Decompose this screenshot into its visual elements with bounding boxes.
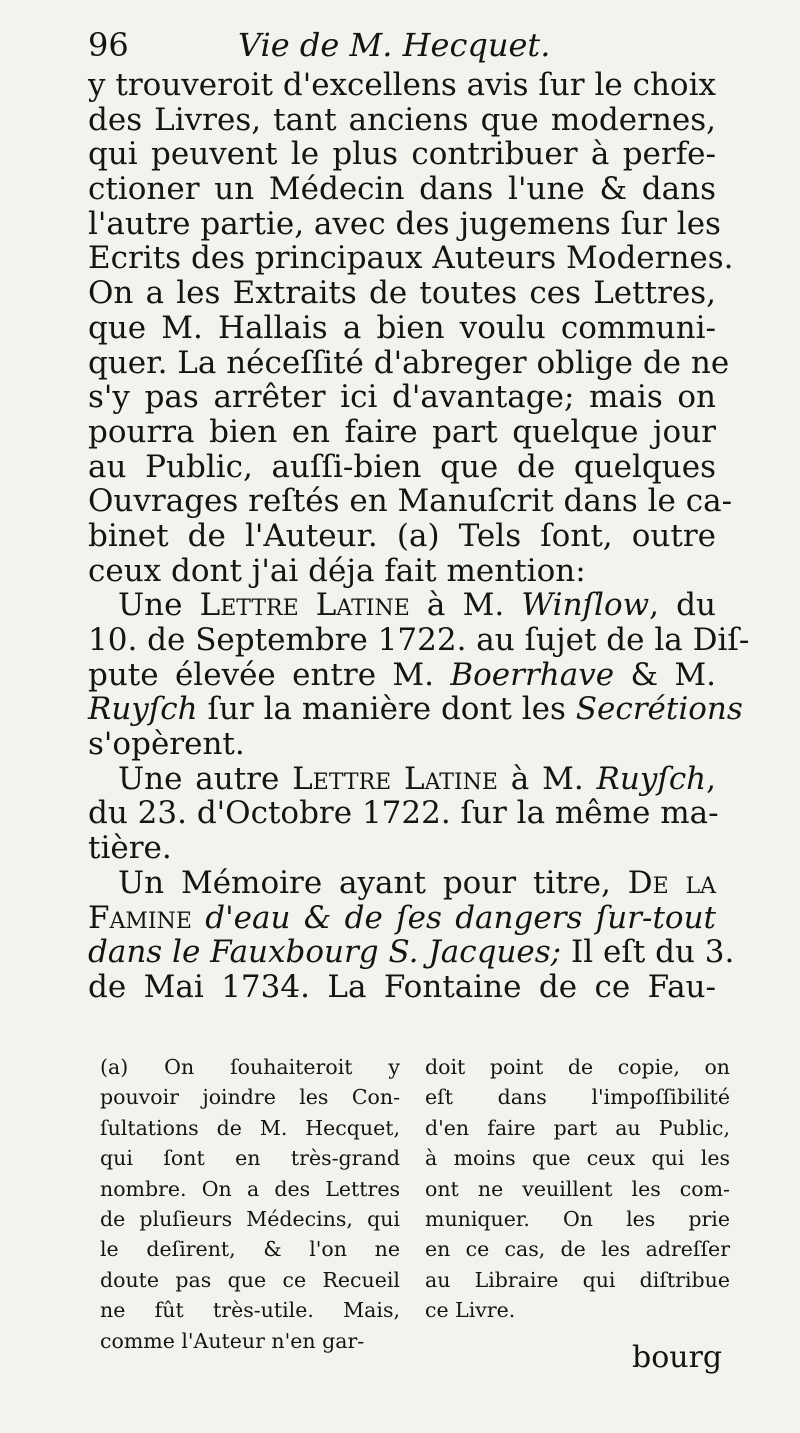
text-line: On a les Extraits de toutes ces Lettres,	[88, 275, 716, 312]
text-line: l'autre partie, avec des jugemens ſur les	[88, 205, 721, 242]
footnote-line: ne fût très-utile. Mais,	[100, 1298, 400, 1323]
footnote-line: ſultations de M. Hecquet,	[100, 1115, 400, 1140]
text-line: tière.	[88, 830, 172, 867]
footnote-line: doit point de copie, on	[425, 1055, 730, 1079]
text-line: du 23. d'Octobre 1722. ſur la même ma-	[88, 795, 719, 832]
text-line: s'opèrent.	[88, 726, 245, 763]
footnote-line: à moins que ceux qui les	[425, 1146, 730, 1171]
footnote-line: comme l'Auteur n'en gar-	[100, 1328, 365, 1353]
text-line: ceux dont j'ai déja fait mention:	[88, 552, 586, 589]
footnote-line: d'en faire part au Public,	[425, 1115, 730, 1140]
footnote-column-left	[100, 1052, 400, 1356]
footnote-line: muniquer. On les prie	[425, 1206, 730, 1231]
text-line: ctioner un Médecin dans l'une & dans	[88, 171, 716, 208]
text-line: des Livres, tant anciens que modernes,	[88, 101, 716, 138]
footnote-line: qui ſont en très-grand	[100, 1146, 400, 1171]
footnote-line: ce Livre.	[425, 1298, 516, 1323]
running-head: Vie de M. Hecquet.	[238, 26, 551, 64]
text-line: s'y pas arrêter ici d'avantage; mais on	[88, 379, 716, 416]
text-line: Une autre Lettre Latine à M. Ruyſch,	[118, 760, 717, 797]
footnote-line: au Libraire qui diſtribue	[425, 1267, 730, 1292]
main-text	[88, 67, 750, 1005]
text-line: pute élevée entre M. Boerrhave & M.	[88, 656, 716, 693]
footnote-line: en ce cas, de les adreſſer	[425, 1237, 730, 1262]
text-line: de Mai 1734. La Fontaine de ce Fau-	[88, 968, 716, 1005]
text-line: quer. La néceſſité d'abreger oblige de ne	[88, 344, 730, 381]
footnote-line: de pluſieurs Médecins, qui	[100, 1206, 400, 1231]
footnote-column-right	[425, 1052, 730, 1326]
text-line: Ruyſch ſur la manière dont les Secrétions	[88, 691, 743, 728]
footnote-line: (a) On ſouhaiteroit y	[100, 1055, 400, 1079]
text-line: dans le Fauxbourg S. Jacques; Il eſt du 3.	[88, 934, 735, 971]
text-line: qui peuvent le plus contribuer à perfe-	[88, 136, 716, 173]
text-line: Une Lettre Latine à M. Winſlow, du	[118, 587, 716, 624]
text-line: Famine d'eau & de ſes dangers ſur-tout	[88, 899, 716, 936]
footnote-line: le deſirent, & l'on ne	[100, 1237, 400, 1262]
footnote-line: doute pas que ce Recueil	[100, 1267, 400, 1292]
text-line: que M. Hallais a bien voulu communi-	[88, 309, 716, 346]
text-line: 10. de Septembre 1722. au ſujet de la Diſ-	[88, 622, 750, 658]
text-line: Ecrits des principaux Auteurs Modernes.	[88, 240, 734, 277]
text-line: Un Mémoire ayant pour titre, De la	[118, 864, 716, 901]
catchword: bourg	[632, 1340, 723, 1375]
page-number: 96	[88, 26, 129, 64]
footnote-line: ont ne veuillent les com-	[425, 1176, 730, 1201]
footnote-line: nombre. On a des Lettres	[100, 1176, 400, 1201]
footnote-line: eſt dans l'impoſſibilité	[425, 1085, 730, 1110]
text-line: pourra bien en faire part quelque jour	[88, 413, 716, 450]
page-header	[88, 20, 728, 70]
footnote-line: pouvoir joindre les Con-	[100, 1085, 400, 1110]
text-line: binet de l'Auteur. (a) Tels ſont, outre	[88, 517, 716, 554]
text-line: Ouvrages reſtés en Manuſcrit dans le ca-	[88, 483, 733, 520]
text-line: y trouveroit d'excellens avis ſur le choix	[88, 67, 716, 103]
text-line: au Public, auſſi-bien que de quelques	[88, 448, 716, 485]
